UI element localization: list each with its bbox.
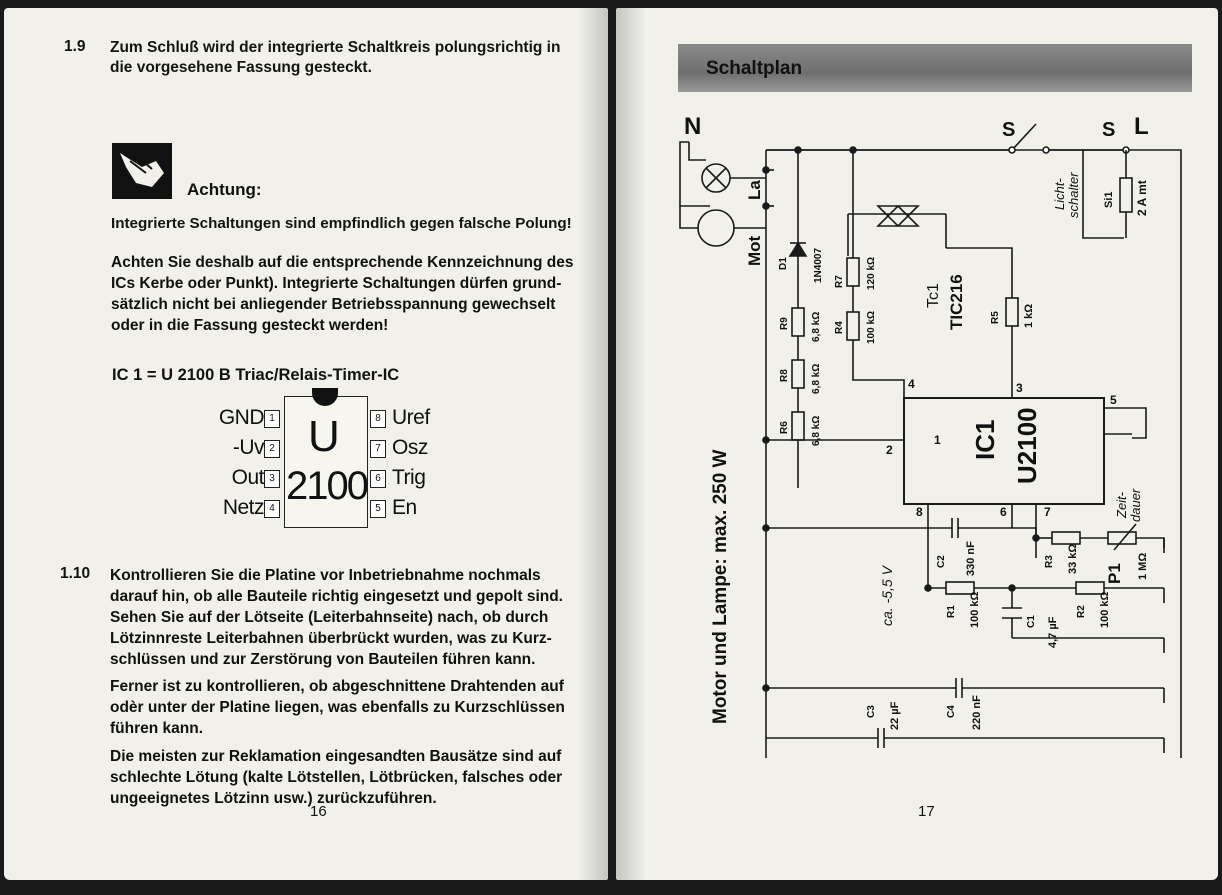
ic-pin-5-label: 5 xyxy=(1110,393,1117,407)
r4-value: 100 kΩ xyxy=(866,310,877,344)
r5-ref: R5 xyxy=(990,311,1001,324)
right-page xyxy=(616,8,1218,880)
warning-title: Achtung: xyxy=(187,180,262,199)
chip-number: 2100 xyxy=(286,464,367,508)
motor-label: Mot xyxy=(745,235,764,266)
r6-ref: R6 xyxy=(779,421,790,434)
r1-ref: R1 xyxy=(946,605,957,618)
r5-value: 1 kΩ xyxy=(1023,303,1035,328)
fuse-ref: Si1 xyxy=(1103,191,1115,208)
warning-para-line: sätzlich nicht bei anliegender Betriebsspannung gewechselt xyxy=(111,296,556,313)
triac-type: TIC216 xyxy=(947,274,966,330)
pin-label-uref: Uref xyxy=(392,406,430,429)
pin-label-out: Out xyxy=(231,466,264,489)
ic-pin-8-label: 8 xyxy=(916,505,923,519)
section-number-1-10: 1.10 xyxy=(60,565,91,582)
r2-ref: R2 xyxy=(1076,605,1087,618)
pin-number: 5 xyxy=(370,500,386,518)
light-switch-label-2: schalter xyxy=(1066,172,1081,218)
section-1-10-line: darauf hin, ob alle Bauteile richtig eingesetzt und gepolt sind. xyxy=(110,588,563,605)
r3-value: 33 kΩ xyxy=(1067,543,1079,574)
r8-value: 6,8 kΩ xyxy=(811,363,822,394)
terminal-s2: S xyxy=(1102,119,1116,141)
section-1-10-line: Lötzinnreste Leiterbahnen überbrückt wurden, was zu Kurz- xyxy=(110,630,552,647)
c1-value: 4,7 µF xyxy=(1047,616,1059,648)
terminal-s1: S xyxy=(1002,119,1016,141)
section-1-9-line-1: Zum Schluß wird der integrierte Schaltkreis polungsrichtig in xyxy=(110,39,561,56)
p1-value: 1 MΩ xyxy=(1137,552,1149,580)
r7-value: 120 kΩ xyxy=(866,256,877,290)
chip-letter: U xyxy=(308,412,340,461)
pin-label-uv: -Uv xyxy=(232,436,264,459)
c3-ref: C3 xyxy=(866,705,877,718)
pin-number: 4 xyxy=(264,500,280,518)
pin-label-osz: Osz xyxy=(392,436,428,459)
ic-description: IC 1 = U 2100 B Triac/Relais-Timer-IC xyxy=(112,366,400,384)
section-1-10-line: schlüssen und zur Zerstörung von Bauteilen führen kann. xyxy=(110,651,536,668)
warning-line: Integrierte Schaltungen sind empfindlich gegen falsche Polung! xyxy=(111,215,572,232)
terminal-n: N xyxy=(684,113,702,140)
lamp-label: La xyxy=(745,180,764,200)
r6-value: 6,8 kΩ xyxy=(811,415,822,446)
warning-para-line: Achten Sie deshalb auf die entsprechende Kennzeichnung des xyxy=(111,254,574,271)
pin-label-trig: Trig xyxy=(392,466,426,489)
ic-pin-7-label: 7 xyxy=(1044,505,1051,519)
ic-pin-4-label: 4 xyxy=(908,377,915,391)
d1-ref: D1 xyxy=(778,257,789,270)
r8-ref: R8 xyxy=(779,369,790,382)
section-1-10-line: Ferner ist zu kontrollieren, ob abgeschnittene Drahtenden auf xyxy=(110,678,564,695)
r4-ref: R4 xyxy=(834,321,845,334)
ic-pin-6-label: 6 xyxy=(1000,505,1007,519)
ic1-ref: IC1 xyxy=(970,419,1000,460)
pin-label-en: En xyxy=(392,496,417,519)
c1-ref: C1 xyxy=(1026,615,1037,628)
section-1-10-line: ungeeignetes Lötzinn usw.) zurückzuführen. xyxy=(110,790,437,807)
pin-number: 7 xyxy=(370,440,386,458)
timer-label-2: dauer xyxy=(1128,488,1143,522)
pin-number: 1 xyxy=(264,410,280,428)
d1-type: 1N4007 xyxy=(813,247,824,283)
pin-number: 3 xyxy=(264,470,280,488)
r2-value: 100 kΩ xyxy=(1099,591,1111,628)
r1-value: 100 kΩ xyxy=(969,591,981,628)
section-1-10-line: schlechte Lötung (kalte Lötstellen, Lötbrücken, falsches oder xyxy=(110,769,563,786)
page-number-left: 16 xyxy=(310,803,327,820)
section-1-10-line: Sehen Sie auf der Lötseite (Leiterbahnseite) nach, ob durch xyxy=(110,609,549,626)
c2-value: 330 nF xyxy=(965,541,977,576)
c4-ref: C4 xyxy=(946,705,957,718)
section-1-10-line: führen kann. xyxy=(110,720,204,737)
section-1-10-line: Die meisten zur Reklamation eingesandten Bausätze sind auf xyxy=(110,748,562,765)
ic-pinout-diagram xyxy=(194,394,454,534)
pin-number: 2 xyxy=(264,440,280,458)
timer-label-1: Zeit- xyxy=(1114,492,1129,518)
p1-ref: P1 xyxy=(1105,563,1124,584)
page-number-right: 17 xyxy=(918,803,935,820)
triac-ref: Tc1 xyxy=(925,283,942,308)
section-1-10-line: Kontrollieren Sie die Platine vor Inbetriebnahme nochmals xyxy=(110,567,541,584)
r3-ref: R3 xyxy=(1044,555,1055,568)
section-1-10-line: odèr unter der Platine liegen, was ebenfalls zu Kurzschlüssen xyxy=(110,699,565,716)
c4-value: 220 nF xyxy=(971,695,983,730)
pin-label-gnd: GND xyxy=(218,406,264,429)
motor-lamp-max-label: Motor und Lampe: max. 250 W xyxy=(710,449,731,724)
pin-label-netz: Netz xyxy=(222,496,264,519)
light-switch-label-1: Licht- xyxy=(1052,178,1067,210)
pin-number: 8 xyxy=(370,410,386,428)
r9-ref: R9 xyxy=(779,317,790,330)
c3-value: 22 µF xyxy=(889,701,901,730)
page-fold-shadow xyxy=(578,8,608,880)
fuse-value: 2 A mt xyxy=(1135,180,1149,216)
warning-para-line: ICs Kerbe oder Punkt). Integrierte Schaltungen dürfen grund- xyxy=(111,275,562,292)
r9-value: 6,8 kΩ xyxy=(811,311,822,342)
pin-number: 6 xyxy=(370,470,386,488)
c2-ref: C2 xyxy=(936,555,947,568)
left-page xyxy=(4,8,608,880)
circuit-schematic xyxy=(616,98,1218,878)
terminal-l: L xyxy=(1134,113,1149,140)
ic-pin-2-label: 2 xyxy=(886,443,893,457)
ic-pin-3-label: 3 xyxy=(1016,381,1023,395)
page-title: Schaltplan xyxy=(706,58,803,79)
warning-para-line: oder in die Fassung gesteckt werden! xyxy=(111,317,389,334)
ic1-type: U2100 xyxy=(1012,407,1042,484)
ic-pin-1-label: 1 xyxy=(934,433,941,447)
section-1-9-line-2: die vorgesehene Fassung gesteckt. xyxy=(110,59,372,76)
section-number-1-9: 1.9 xyxy=(64,38,86,55)
warning-hand-icon xyxy=(112,143,172,199)
voltage-label: ca. -5,5 V xyxy=(879,566,895,626)
r7-ref: R7 xyxy=(834,275,845,288)
